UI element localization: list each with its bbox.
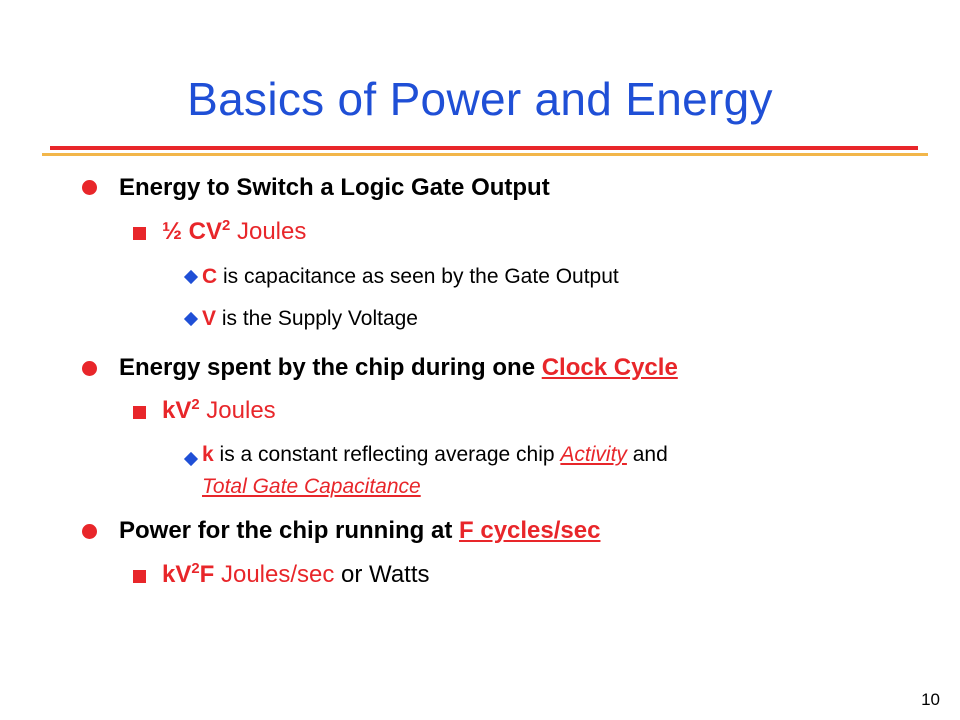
bullet-2-detail-k-cont [202, 475, 421, 499]
page-number: 10 [921, 690, 940, 709]
bullet-diamond-icon [184, 312, 198, 326]
bullet-1-detail-v [202, 307, 418, 331]
bullet-1-sub [162, 218, 306, 246]
bullet-square-icon [133, 406, 146, 419]
clock-cycle-link[interactable]: Clock Cycle [541, 354, 678, 381]
variable-c: C [202, 265, 218, 288]
bullet-dot-icon [82, 180, 97, 195]
bullet-square-icon [133, 570, 146, 583]
slide-title: Basics of Power and Energy [187, 73, 773, 125]
bullet-1-text: Energy to Switch a Logic Gate Output [119, 174, 550, 201]
formula-unit: Joules [230, 218, 307, 245]
bullet-2-detail-k [202, 443, 668, 467]
detail-text: is a constant reflecting average chip [213, 443, 561, 466]
activity-link[interactable]: Activity [560, 443, 627, 466]
f-cycles-link[interactable]: F cycles/sec [459, 517, 601, 544]
formula-unit: Joules [199, 397, 276, 424]
bullet-3-sub [162, 561, 430, 589]
bullet-3-text [119, 517, 600, 545]
bullet-square-icon [133, 227, 146, 240]
title-underline-red [50, 146, 918, 150]
formula-exponent: 2 [191, 397, 200, 413]
bullet-diamond-icon [184, 270, 198, 284]
variable-v: V [202, 307, 217, 330]
detail-text: is capacitance as seen by the Gate Output [217, 265, 619, 288]
bullet-dot-icon [82, 361, 97, 376]
formula-half-cv: ½ CV [162, 218, 223, 245]
formula-exponent: 2 [222, 218, 231, 234]
bullet-1-detail-c [202, 265, 619, 289]
formula-exponent: 2 [191, 561, 200, 577]
bullet-2-text [119, 354, 678, 382]
detail-text: is the Supply Voltage [216, 307, 418, 330]
formula-kv: kV [162, 397, 192, 424]
bullet-diamond-icon [184, 452, 198, 466]
detail-text-and: and [626, 443, 668, 466]
formula-kv: kV [162, 561, 192, 588]
variable-k: k [202, 443, 214, 466]
formula-alt-unit: or Watts [334, 561, 430, 588]
total-gate-capacitance-link[interactable]: Total Gate Capacitance [202, 475, 421, 498]
bullet-2-label: Energy spent by the chip during one [119, 354, 542, 381]
bullet-dot-icon [82, 524, 97, 539]
bullet-2-sub [162, 397, 276, 425]
title-underline-gold [42, 153, 928, 156]
bullet-3-label: Power for the chip running at [119, 517, 460, 544]
formula-f: F [199, 561, 215, 588]
formula-unit: Joules/sec [214, 561, 335, 588]
